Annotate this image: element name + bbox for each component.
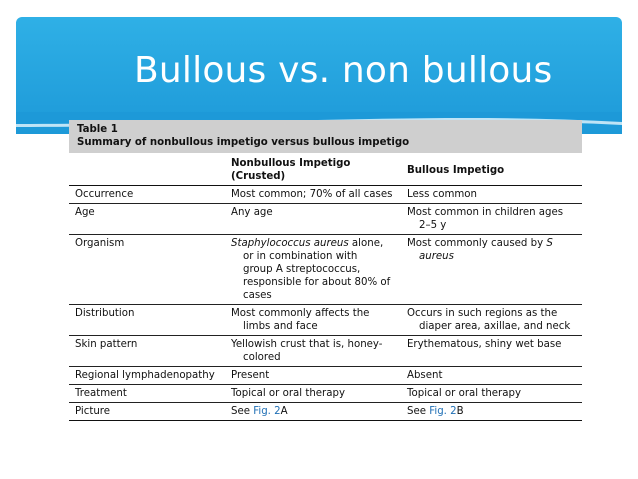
table-caption bbox=[69, 120, 582, 153]
table-row bbox=[69, 204, 582, 235]
comparison-table bbox=[69, 153, 582, 421]
cell-line bbox=[407, 237, 580, 250]
impetigo-table bbox=[69, 120, 582, 421]
row-label: Regional lymphadenopathy bbox=[69, 367, 229, 385]
cell-line: Erythematous, shiny wet base bbox=[407, 339, 562, 350]
table-row bbox=[69, 336, 582, 367]
cell-line bbox=[231, 237, 403, 250]
cell-line: responsible for about 80% of bbox=[243, 277, 391, 288]
cell-line: diaper area, axillae, and neck bbox=[419, 321, 571, 332]
cell-line: colored bbox=[243, 352, 281, 363]
organism-name: Staphylococcus aureus bbox=[231, 238, 349, 249]
column-header: Bullous Impetigo bbox=[405, 153, 582, 186]
cell-text: B bbox=[456, 406, 464, 417]
cell-line: limbs and face bbox=[243, 321, 318, 332]
cell-line: Topical or oral therapy bbox=[231, 388, 345, 399]
row-label: Skin pattern bbox=[69, 336, 229, 367]
cell-line: 2–5 y bbox=[419, 220, 447, 231]
cell-line: Most common; 70% of all cases bbox=[231, 189, 393, 200]
bullous-cell bbox=[405, 186, 582, 204]
cell-line: or in combination with bbox=[243, 251, 358, 262]
nonbullous-cell bbox=[229, 204, 405, 235]
bullous-cell bbox=[405, 367, 582, 385]
cell-text: Most commonly caused by bbox=[407, 238, 547, 249]
table-row bbox=[69, 305, 582, 336]
bullous-cell bbox=[405, 235, 582, 305]
cell-text: alone, bbox=[348, 238, 384, 249]
table-row bbox=[69, 235, 582, 305]
cell-text: A bbox=[280, 406, 288, 417]
column-header bbox=[69, 153, 229, 186]
cell-text: See bbox=[407, 406, 430, 417]
nonbullous-cell bbox=[229, 235, 405, 305]
cell-line: Most commonly affects the bbox=[231, 308, 370, 319]
table-row bbox=[69, 403, 582, 421]
cell-line: group A streptococcus, bbox=[243, 264, 361, 275]
cell-line: Any age bbox=[231, 207, 273, 218]
cell-line: Topical or oral therapy bbox=[407, 388, 521, 399]
bullous-cell bbox=[405, 204, 582, 235]
nonbullous-cell bbox=[229, 305, 405, 336]
organism-name: S bbox=[546, 238, 553, 249]
row-label: Organism bbox=[69, 235, 229, 305]
cell-text: See bbox=[231, 406, 254, 417]
cell-line: Present bbox=[231, 370, 270, 381]
nonbullous-cell bbox=[229, 186, 405, 204]
slide-title: Bullous vs. non bullous bbox=[134, 50, 553, 91]
bullous-cell bbox=[405, 305, 582, 336]
table-row bbox=[69, 367, 582, 385]
row-label: Age bbox=[69, 204, 229, 235]
bullous-cell bbox=[405, 385, 582, 403]
cell-line: cases bbox=[243, 290, 272, 301]
table-row bbox=[69, 385, 582, 403]
cell-line: Occurs in such regions as the bbox=[407, 308, 558, 319]
figure-link[interactable]: Fig. 2 bbox=[253, 406, 281, 417]
figure-link[interactable]: Fig. 2 bbox=[429, 406, 457, 417]
bullous-cell bbox=[405, 403, 582, 421]
table-caption-text: Summary of nonbullous impetigo versus bullous impetigo bbox=[77, 137, 410, 148]
row-label: Occurrence bbox=[69, 186, 229, 204]
nonbullous-cell bbox=[229, 385, 405, 403]
row-label: Distribution bbox=[69, 305, 229, 336]
table-header-row bbox=[69, 153, 582, 186]
cell-line: Absent bbox=[407, 370, 443, 381]
table-number: Table 1 bbox=[77, 124, 118, 135]
row-label: Picture bbox=[69, 403, 229, 421]
row-label: Treatment bbox=[69, 385, 229, 403]
cell-line: Less common bbox=[407, 189, 477, 200]
column-header: Nonbullous Impetigo (Crusted) bbox=[229, 153, 405, 186]
organism-name: aureus bbox=[419, 251, 454, 262]
cell-line: Most common in children ages bbox=[407, 207, 564, 218]
nonbullous-cell bbox=[229, 367, 405, 385]
table-row bbox=[69, 186, 582, 204]
cell-line: Yellowish crust that is, honey- bbox=[231, 339, 383, 350]
nonbullous-cell bbox=[229, 336, 405, 367]
nonbullous-cell bbox=[229, 403, 405, 421]
bullous-cell bbox=[405, 336, 582, 367]
